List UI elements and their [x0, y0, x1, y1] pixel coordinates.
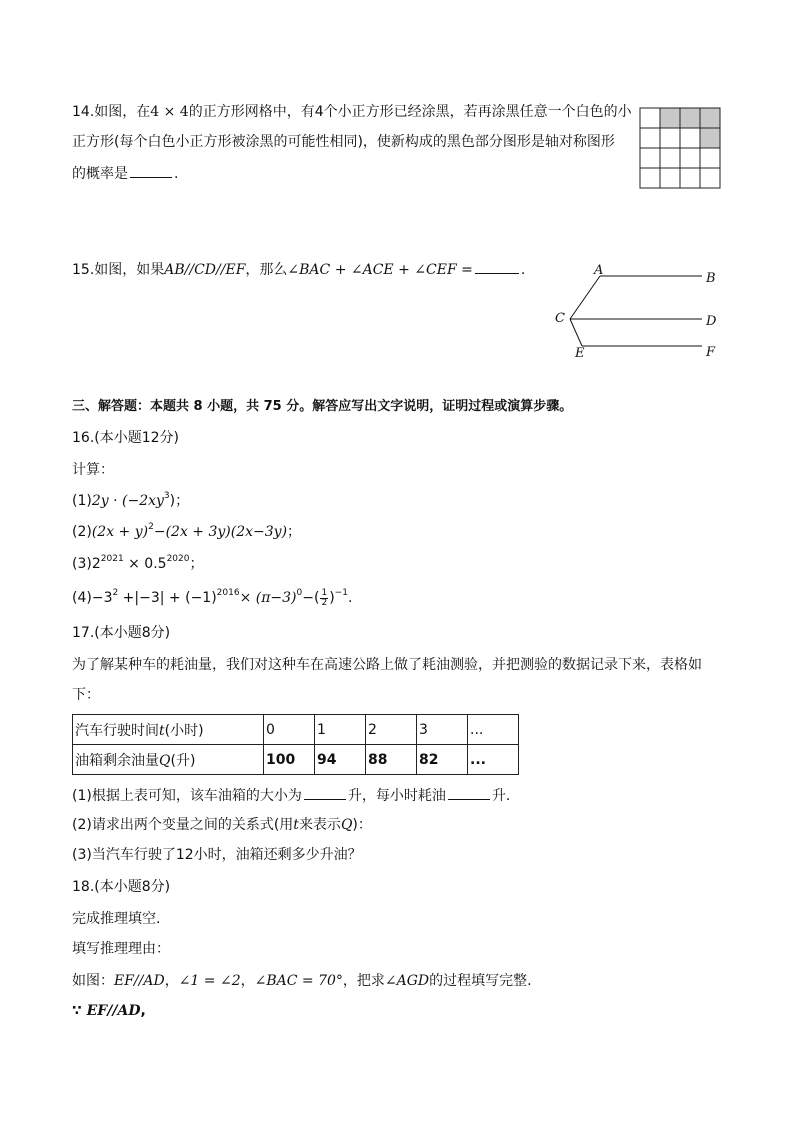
table-cell: 0 — [264, 715, 315, 745]
grid-cell-white — [640, 128, 660, 148]
table-cell: 3 — [417, 715, 468, 745]
punct: ； — [287, 524, 302, 540]
q14-text: 个小正方形已经涂黑，若再涂黑任意一个白色的小 — [323, 104, 632, 120]
exponent: 2020 — [166, 554, 190, 564]
math-expr: −(2x + 3y)(2x−3y) — [153, 524, 288, 540]
grid-cell-shaded — [700, 128, 720, 148]
q14-line2: 正方形(每个白色小正方形被涂黑的可能性相同)，使新构成的黑色部分图形是轴对称图形 — [72, 134, 615, 150]
q14-answer-blank[interactable] — [130, 163, 172, 178]
q17-sub3 — [72, 845, 362, 865]
table-cell: 82 — [417, 745, 468, 775]
table-cell: 88 — [366, 745, 417, 775]
q17-intro2: 下： — [72, 687, 100, 703]
q16-title: 16.(本小题12分) — [72, 430, 180, 446]
table-cell: ... — [468, 745, 519, 775]
row-header — [73, 715, 264, 745]
because-symbol: ∵ — [72, 1003, 82, 1019]
exponent: −1 — [334, 588, 348, 598]
grid-cell-white — [640, 108, 660, 128]
q14-grid-size: 4 × 4 — [150, 104, 189, 120]
q18-line4 — [72, 1001, 146, 1021]
label-D: D — [706, 314, 717, 329]
grid-cell-white — [680, 148, 700, 168]
math-expr: 2 — [91, 556, 101, 572]
q16-intro: 计算： — [72, 462, 114, 478]
q16-part4 — [72, 588, 352, 608]
header-text: (升) — [170, 752, 196, 769]
q17-text: 升. — [491, 788, 511, 804]
grid-cell-white — [660, 128, 680, 148]
q15-parallel-figure — [550, 258, 730, 368]
q18-text: ， — [240, 973, 255, 989]
q14-text: 14.如图，在 — [72, 104, 151, 120]
q15-answer-blank[interactable] — [475, 259, 519, 274]
q14-text: 的概率是 — [72, 166, 128, 182]
q17-tank-blank[interactable] — [304, 785, 346, 800]
grid-cell-white — [680, 168, 700, 188]
label-F: F — [706, 345, 716, 360]
exponent: 0 — [296, 588, 303, 598]
grid-cell-white — [700, 148, 720, 168]
label-E: E — [575, 346, 585, 361]
header-text: (小时) — [164, 722, 204, 739]
punct: . — [347, 590, 353, 606]
math-expr: ∠AGD — [384, 973, 430, 989]
q14-text: 的正方形网格中，有 — [188, 104, 315, 120]
q14-line1 — [72, 102, 632, 122]
row-header — [73, 745, 264, 775]
variable: Q — [340, 817, 353, 833]
q14-grid-figure — [638, 106, 722, 190]
grid-cell-white — [660, 148, 680, 168]
part-label: (1) — [72, 493, 92, 509]
header-text: 油箱剩余油量 — [75, 752, 159, 769]
q18-title: 18.(本小题8分) — [72, 879, 171, 895]
grid-cell-white — [660, 168, 680, 188]
part-label: (4) — [72, 590, 92, 606]
table-cell: 94 — [315, 745, 366, 775]
section-heading: 三、解答题：本题共 8 小题，共 75 分。解答应写出文字说明，证明过程或演算步骤。 — [72, 399, 573, 414]
grid-cell-shaded — [680, 108, 700, 128]
exponent: 2 — [112, 588, 119, 598]
q17-title: 17.(本小题8分) — [72, 625, 171, 641]
q17-text: (1)根据上表可知，该车油箱的大小为 — [72, 788, 302, 804]
punct: , — [140, 1003, 146, 1019]
q18-line3 — [72, 971, 532, 991]
q15-line — [72, 259, 525, 280]
math-expr: −3 — [91, 590, 113, 606]
fraction-num: 1 — [321, 587, 328, 598]
header-text: 汽车行驶时间 — [75, 722, 159, 739]
label-B: B — [706, 271, 716, 286]
q17-intro1: 为了解某种车的耗油量，我们对这种车在高速公路上做了耗油测验，并把测验的数据记录下来，表格如 — [72, 657, 702, 673]
q15-text: 15.如图，如果 — [72, 262, 165, 278]
table-cell: 100 — [264, 745, 315, 775]
math-expr: × (π−3) — [239, 590, 297, 606]
grid-cell-white — [640, 148, 660, 168]
q17-text: )： — [352, 817, 372, 833]
grid-cell-shaded — [700, 108, 720, 128]
grid-cell-white — [700, 168, 720, 188]
q17-sub1 — [72, 785, 510, 806]
table-row — [73, 715, 519, 745]
q17-text: 小时，油箱还剩多少升油？ — [193, 847, 362, 863]
q15-text: ，那么 — [245, 262, 288, 278]
q17-text: (2)请求出两个变量之间的关系式(用 — [72, 817, 294, 833]
q15-parallel-expr: AB//CD//EF — [164, 262, 246, 278]
q17-text: 来表示 — [298, 817, 341, 833]
variable: t — [159, 722, 165, 739]
math-expr: ∠1 = ∠2 — [178, 973, 241, 989]
table-cell: 2 — [366, 715, 417, 745]
q18-line1: 完成推理填空. — [72, 911, 161, 927]
q14-text: . — [174, 166, 179, 182]
fraction — [320, 589, 328, 608]
table-cell: ... — [468, 715, 519, 745]
math-expr: −( — [302, 590, 320, 606]
math-expr: EF//AD — [86, 1003, 141, 1019]
math-expr: (2x + y) — [91, 524, 149, 540]
q18-line2: 填写推理理由： — [72, 941, 170, 957]
grid-cell-shaded — [660, 108, 680, 128]
number: 12 — [175, 847, 194, 863]
punct: ； — [189, 556, 204, 572]
q16-part3 — [72, 554, 203, 574]
fuel-table — [72, 714, 519, 775]
q18-text: 的过程填写完整. — [429, 973, 532, 989]
fraction-den: 2 — [321, 597, 328, 608]
math-expr: ) — [329, 590, 335, 606]
q15-angle-expr: ∠BAC + ∠ACE + ∠CEF = — [287, 262, 473, 278]
grid-cell-white — [680, 128, 700, 148]
exponent: 3 — [163, 491, 170, 501]
part-label: (3) — [72, 556, 92, 572]
q16-part1 — [72, 491, 189, 511]
q17-sub2 — [72, 815, 372, 835]
q14-count: 4 — [314, 104, 324, 120]
variable: Q — [159, 752, 171, 769]
math-expr: 2y · (−2xy — [91, 493, 164, 509]
q17-rate-blank[interactable] — [448, 785, 490, 800]
part-label: (2) — [72, 524, 92, 540]
exponent: 2021 — [100, 554, 124, 564]
q17-text: (3)当汽车行驶了 — [72, 847, 176, 863]
exponent: 2 — [148, 522, 154, 532]
q15-text: . — [520, 262, 526, 278]
q14-line3 — [72, 163, 178, 184]
grid-cell-white — [640, 168, 660, 188]
q16-part2 — [72, 522, 301, 542]
label-A: A — [594, 263, 604, 278]
math-expr: EF//AD — [114, 973, 165, 989]
math-expr: +|−3| + (−1) — [118, 590, 217, 606]
math-expr: × 0.5 — [123, 556, 167, 572]
q18-text: 如图： — [72, 973, 114, 989]
math-expr: ∠BAC = 70° — [254, 973, 343, 989]
table-cell: 1 — [315, 715, 366, 745]
q17-text: 升，每小时耗油 — [347, 788, 446, 804]
punct: )； — [169, 493, 190, 509]
table-row — [73, 745, 519, 775]
label-C: C — [555, 311, 565, 326]
variable: t — [293, 817, 299, 833]
q18-text: ，把求 — [342, 973, 385, 989]
q18-text: ， — [164, 973, 179, 989]
exponent: 2016 — [216, 588, 240, 598]
